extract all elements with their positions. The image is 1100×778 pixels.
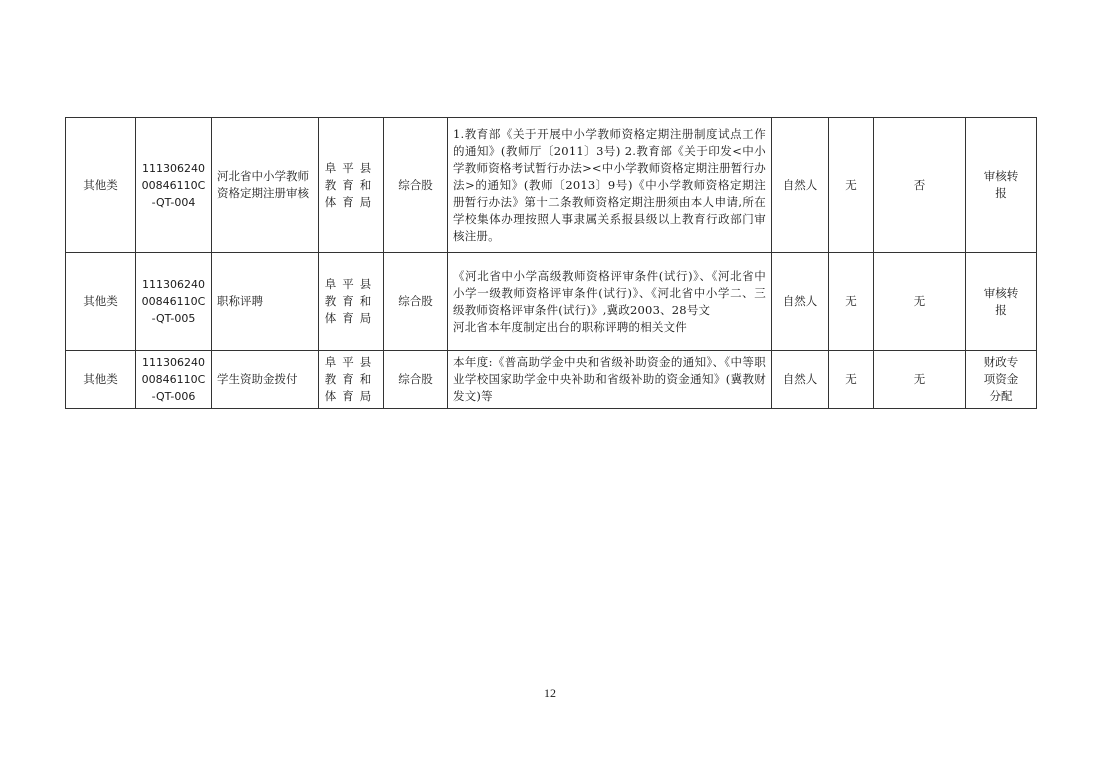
remark-cell: 财政专 项资金 分配	[966, 351, 1037, 409]
subject-cell: 自然人	[772, 253, 829, 351]
department-cell: 阜平县 教育和 体育局	[319, 118, 384, 253]
office-cell: 综合股	[384, 118, 448, 253]
office-cell: 综合股	[384, 253, 448, 351]
basis-cell: 1.教育部《关于开展中小学教师资格定期注册制度试点工作的通知》(教师厅〔2011〕3号) 2.教育部《关于印发<中小学教师资格考试暂行办法><中小学教师资格定期注册暂行办法>的通知》(教师〔2013〕9号)《中小学教师资格定期注册暂行办法》第十二条教师资格定期注册须由本人申请,所在学校集体办理按照人事隶属关系报县级以上教育行政部门审核注册。	[448, 118, 772, 253]
basis-cell: 《河北省中小学高级教师资格评审条件(试行)》、《河北省中小学一级教师资格评审条件(试行)》、《河北省中小学二、三级教师资格评审条件(试行)》,冀政2003、28号文 河北省本年度制定出台的职称评聘的相关文件	[448, 253, 772, 351]
category-cell: 其他类	[66, 253, 136, 351]
col8-cell: 无	[829, 351, 874, 409]
category-cell: 其他类	[66, 351, 136, 409]
items-table	[65, 117, 1037, 409]
item-name-cell: 学生资助金拨付	[212, 351, 319, 409]
table-row	[66, 253, 1037, 351]
col8-cell: 无	[829, 253, 874, 351]
code-cell: 111306240 00846110C -QT-005	[136, 253, 212, 351]
col9-cell: 无	[874, 253, 966, 351]
item-name-cell: 职称评聘	[212, 253, 319, 351]
subject-cell: 自然人	[772, 351, 829, 409]
table-row	[66, 351, 1037, 409]
table-row	[66, 118, 1037, 253]
remark-cell: 审核转 报	[966, 253, 1037, 351]
department-cell: 阜平县 教育和 体育局	[319, 253, 384, 351]
department-cell: 阜平县 教育和 体育局	[319, 351, 384, 409]
col8-cell: 无	[829, 118, 874, 253]
col9-cell: 否	[874, 118, 966, 253]
item-name-cell: 河北省中小学教师资格定期注册审核	[212, 118, 319, 253]
page-number: 12	[544, 686, 556, 700]
remark-cell: 审核转 报	[966, 118, 1037, 253]
category-cell: 其他类	[66, 118, 136, 253]
office-cell: 综合股	[384, 351, 448, 409]
subject-cell: 自然人	[772, 118, 829, 253]
basis-cell: 本年度:《普高助学金中央和省级补助资金的通知》、《中等职业学校国家助学金中央补助和省级补助的资金通知》(冀教财发文)等	[448, 351, 772, 409]
code-cell: 111306240 00846110C -QT-006	[136, 351, 212, 409]
code-cell: 111306240 00846110C -QT-004	[136, 118, 212, 253]
col9-cell: 无	[874, 351, 966, 409]
